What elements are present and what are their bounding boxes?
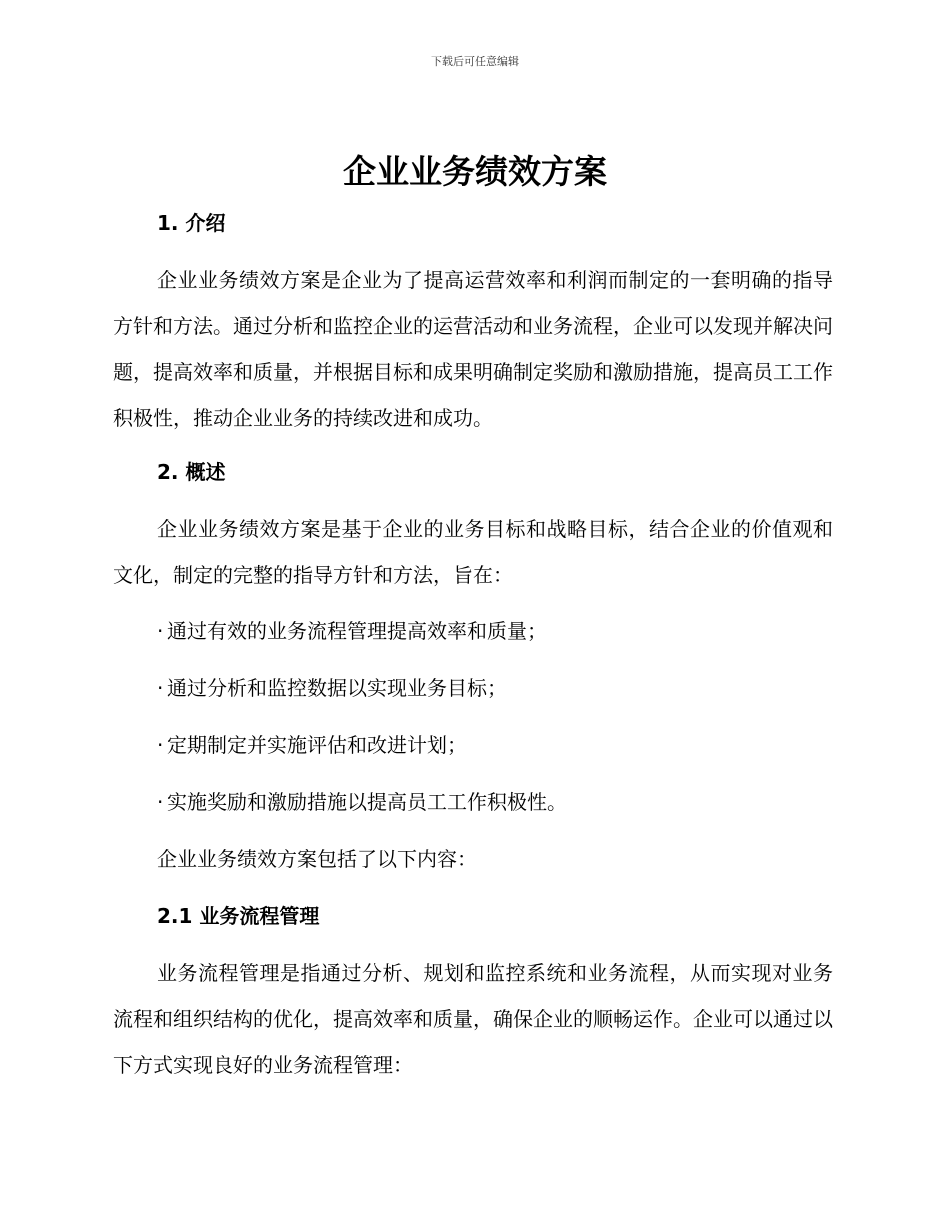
section-heading-intro: 1. 介绍 (157, 211, 226, 235)
section-heading-process-management: 2.1 业务流程管理 (157, 904, 320, 928)
bullet-text: 通过分析和监控数据以实现业务目标； (167, 676, 507, 700)
document-title: 企业业务绩效方案 (343, 152, 607, 191)
section-heading-overview: 2. 概述 (157, 460, 226, 484)
list-item (157, 674, 507, 702)
page-header-note: 下载后可任意编辑 (431, 55, 519, 68)
list-item (157, 731, 467, 759)
process-management-paragraph: 业务流程管理是指通过分析、规划和监控系统和业务流程，从而实现对业务流程和组织结构的优化，提高效率和质量，确保企业的顺畅运作。企业可以通过以下方式实现良好的业务流程管理： (113, 961, 833, 1077)
bullet-icon: · (157, 790, 164, 814)
bullet-icon: · (157, 619, 164, 643)
overview-paragraph: 企业业务绩效方案是基于企业的业务目标和战略目标，结合企业的价值观和文化，制定的完整的指导方针和方法，旨在： (113, 517, 833, 587)
bullet-text: 通过有效的业务流程管理提高效率和质量； (167, 619, 547, 643)
bullet-text: 定期制定并实施评估和改进计划； (167, 733, 467, 757)
bullet-icon: · (157, 733, 164, 757)
list-item (157, 788, 567, 816)
contents-intro-text: 企业业务绩效方案包括了以下内容： (157, 847, 477, 871)
bullet-text: 实施奖励和激励措施以提高员工工作积极性。 (167, 790, 567, 814)
intro-paragraph: 企业业务绩效方案是企业为了提高运营效率和利润而制定的一套明确的指导方针和方法。通过分析和监控企业的运营活动和业务流程，企业可以发现并解决问题，提高效率和质量，并根据目标和成果明确制定奖励和激励措施，提高员工工作积极性，推动企业业务的持续改进和成功。 (113, 268, 833, 430)
list-item (157, 617, 547, 645)
bullet-icon: · (157, 676, 164, 700)
